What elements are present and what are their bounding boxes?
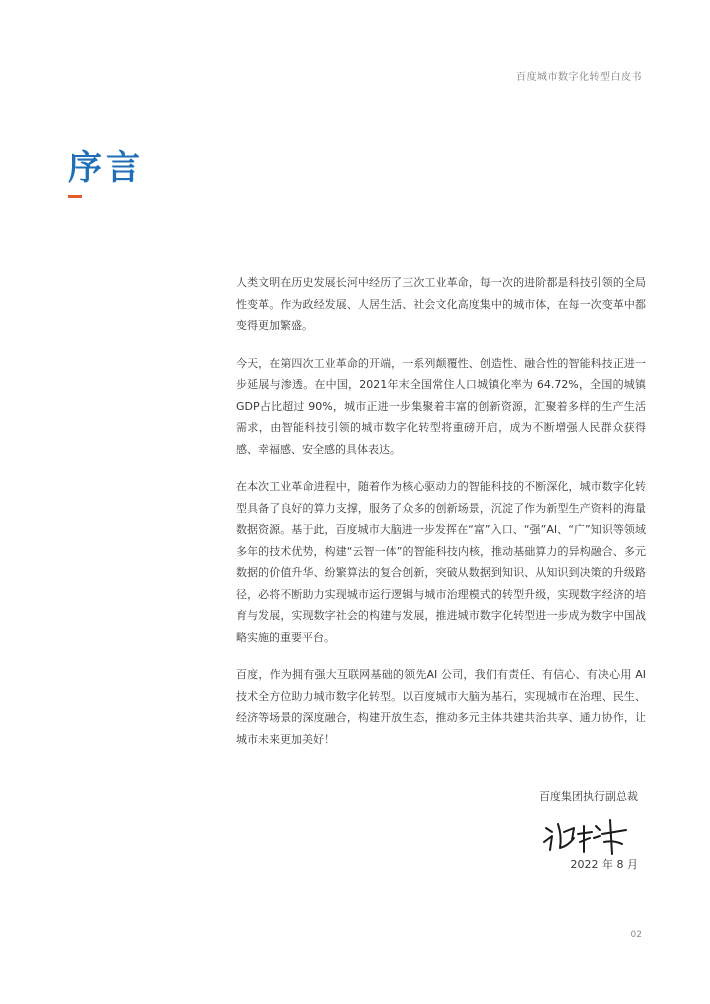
paragraph: 人类文明在历史发展长河中经历了三次工业革命，每一次的进阶都是科技引领的全局性变革。作为政经发展、人居生活、社会文化高度集中的城市体，在每一次变革中都变得更加繁盛。	[236, 276, 646, 332]
header-title: 百度城市数字化转型白皮书	[516, 72, 642, 83]
page-title: 序言	[68, 148, 144, 188]
handwritten-signature	[540, 816, 630, 856]
page-number: 02	[630, 930, 642, 940]
preface-body	[236, 272, 646, 766]
paragraph: 在本次工业革命进程中，随着作为核心驱动力的智能科技的不断深化，城市数字化转型具备了良好的算力支撑，服务了众多的创新场景，沉淀了作为新型生产资料的海量数据资源。基于此，百度城市大脑进一步发挥在“富”入口、“强”AI、“广”知识等领域多年的技术优势，构建“云智一体”的智能科技内核，推动基础算力的异构融合、多元数据的价值升华、纷繁算法的复合创新，突破从数据到知识、从知识到决策的升级路径，必将不断助力实现城市运行逻辑与城市治理模式的转型升级，实现数字经济的培育与发展，实现数字社会的构建与发展，推进城市数字化转型进一步成为数字中国战略实施的重要平台。	[236, 480, 646, 644]
paragraph: 今天，在第四次工业革命的开端，一系列颠覆性、创造性、融合性的智能科技正进一步延展与渗透。在中国，2021年末全国常住人口城镇化率为 64.72%，全国的城镇 GDP占比超过 90%，城市正进一步集聚着丰富的创新资源，汇聚着多样的生产生活需求，由智能科技引领的城市数字化转型将重磅开启，成为不断增强人民群众获得感、幸福感、安全感的具体表达。	[236, 356, 646, 456]
signature-date: 2022 年 8 月	[570, 858, 638, 871]
paragraph: 百度，作为拥有强大互联网基础的领先AI 公司，我们有责任、有信心、有决心用 AI 技术全方位助力城市数字化转型。以百度城市大脑为基石，实现城市在治理、民生、经济等场景的深度融合，构建开放生态，推动多元主体共建共治共享、通力协作，让城市未来更加美好！	[236, 668, 646, 746]
signatory-role: 百度集团执行副总裁	[539, 790, 638, 803]
title-accent-bar	[68, 195, 82, 198]
